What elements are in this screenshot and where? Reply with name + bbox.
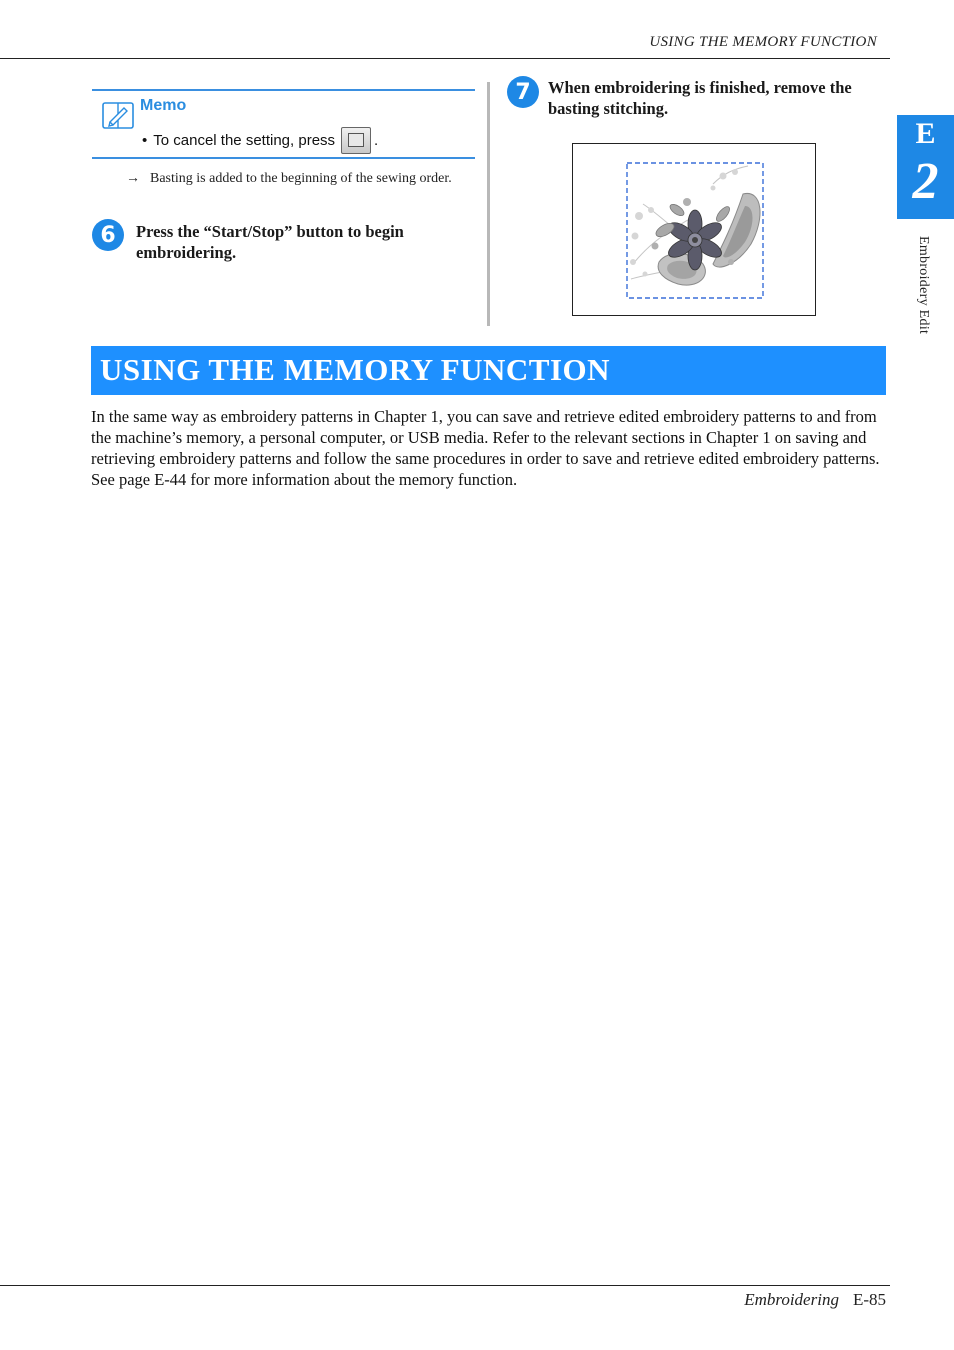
footer-section: Embroidering	[744, 1290, 839, 1309]
memo-bullet	[142, 127, 378, 154]
memo-bottom-rule	[92, 157, 475, 159]
footer-rule	[0, 1285, 890, 1286]
embroidery-pattern-image	[573, 144, 817, 317]
page-number: E-85	[852, 1290, 886, 1309]
footer	[744, 1290, 886, 1310]
header-rule	[0, 58, 890, 59]
section-title: USING THE MEMORY FUNCTION	[100, 352, 611, 387]
body-paragraph: In the same way as embroidery patterns in Chapter 1, you can save and retrieve edited embroidery patterns to and from the machine’s memory, a personal computer, or USB media. Refer to the relevant sections in Chapter 1 on saving and retrieving embroidery patterns and follow the same procedures in order to save and retrieve edited embroidery patterns.	[91, 407, 880, 468]
bullet-dot: •	[142, 132, 148, 149]
step-6-text: Press the “Start/Stop” button to begin embroidering.	[136, 222, 404, 262]
step-6-badge: 6	[92, 219, 124, 251]
result-note	[126, 170, 456, 188]
chapter-side-label: Embroidery Edit	[916, 236, 931, 335]
column-divider	[487, 82, 490, 326]
chapter-tab-letter: E	[915, 117, 936, 150]
chapter-tab-number: 2	[912, 153, 939, 210]
arrow-icon: →	[126, 171, 140, 186]
memo-bullet-text: To cancel the setting, press	[153, 132, 336, 149]
embroidery-illustration	[572, 143, 816, 316]
step-7-text: When embroidering is finished, remove the basting stitching.	[548, 78, 852, 118]
memo-book-icon	[102, 100, 134, 130]
step-7-badge: 7	[507, 76, 539, 108]
basting-button-icon	[341, 127, 371, 154]
memo-title: Memo	[140, 97, 187, 114]
running-header: USING THE MEMORY FUNCTION	[649, 34, 877, 50]
result-note-text: Basting is added to the beginning of the sewing order.	[150, 171, 452, 186]
section-body	[91, 406, 881, 490]
body-paragraph-reference: See page E-44 for more information about the memory function.	[91, 470, 518, 489]
memo-bullet-end: .	[374, 132, 379, 149]
memo-top-rule	[92, 89, 475, 91]
